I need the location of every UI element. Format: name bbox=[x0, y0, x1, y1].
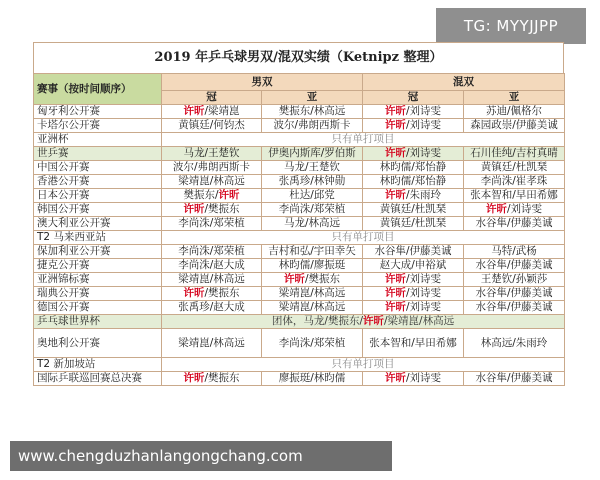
xd-champion bbox=[363, 189, 464, 203]
event-name: T2 新加坡站 bbox=[34, 358, 162, 372]
md-runner-up bbox=[262, 203, 363, 217]
xd-runner-up bbox=[464, 259, 565, 273]
md-runner-text: 樊振东/林高远 bbox=[278, 105, 346, 117]
md-champion bbox=[162, 119, 262, 133]
results-table bbox=[33, 73, 565, 386]
md-champ-part1: 许昕 bbox=[183, 203, 205, 215]
xd-runner-text: 黄镇廷/杜凯琹 bbox=[480, 161, 548, 173]
xd-runner-up bbox=[464, 287, 565, 301]
xd-champion bbox=[363, 147, 464, 161]
xd-runner-up bbox=[464, 119, 565, 133]
md-runner-text: 廖振珽/林昀儒 bbox=[278, 372, 346, 384]
md-champ-part1: 许昕 bbox=[183, 287, 205, 299]
md-champion bbox=[162, 245, 262, 259]
md-runner-text: 杜达/邱党 bbox=[289, 189, 335, 201]
xd-runner-text: 水谷隼/伊藤美诚 bbox=[475, 372, 553, 384]
md-champion bbox=[162, 217, 262, 231]
md-runner-up bbox=[262, 301, 363, 315]
md-runner-up bbox=[262, 245, 363, 259]
md-champion bbox=[162, 105, 262, 119]
xd-runner-text: 水谷隼/伊藤美诚 bbox=[475, 217, 553, 229]
event-name: 匈牙利公开赛 bbox=[34, 105, 162, 119]
table-row bbox=[34, 189, 565, 203]
xd-champ-part1: 许昕 bbox=[384, 105, 406, 117]
event-name: 世乒赛 bbox=[34, 147, 162, 161]
xd-champion bbox=[363, 372, 464, 386]
xd-champ-part2: /刘诗雯 bbox=[405, 119, 442, 131]
xd-runner-text: 马特/武杨 bbox=[491, 245, 537, 257]
xd-runner-text: 李尚洙/崔孝珠 bbox=[480, 175, 548, 187]
event-name: 国际乒联巡回赛总决赛 bbox=[34, 372, 162, 386]
xd-runner-text: 森园政崇/伊藤美诚 bbox=[470, 119, 558, 131]
md-champion bbox=[162, 273, 262, 287]
xd-champion bbox=[363, 175, 464, 189]
xd-champ-part2: 水谷隼/伊藤美诚 bbox=[374, 245, 452, 257]
xd-champ-part2: /刘诗雯 bbox=[405, 147, 442, 159]
xd-champ-part2: /刘诗雯 bbox=[405, 105, 442, 117]
md-runner-up bbox=[262, 119, 363, 133]
event-name: 香港公开赛 bbox=[34, 175, 162, 189]
table-row bbox=[34, 147, 565, 161]
md-runner-up bbox=[262, 287, 363, 301]
header-xd-champion: 冠 bbox=[363, 91, 464, 105]
xd-champion bbox=[363, 329, 464, 358]
md-runner-text: 伊奥内斯库/罗伯斯 bbox=[268, 147, 356, 159]
event-name: 亚洲杯 bbox=[34, 133, 162, 147]
table-row bbox=[34, 259, 565, 273]
xd-runner-text: 水谷隼/伊藤美诚 bbox=[475, 301, 553, 313]
xd-champ-part2: 赵大成/申裕斌 bbox=[379, 259, 447, 271]
xd-champion bbox=[363, 245, 464, 259]
md-runner-up bbox=[262, 161, 363, 175]
md-runner-text: 梁靖崑/林高远 bbox=[278, 301, 346, 313]
md-champion bbox=[162, 259, 262, 273]
xd-champ-part1: 许昕 bbox=[384, 273, 406, 285]
xd-champ-part2: /刘诗雯 bbox=[405, 273, 442, 285]
md-champ-part2: /梁靖崑 bbox=[204, 105, 240, 117]
note-highlight: 许昕 bbox=[363, 315, 384, 327]
header-row-1 bbox=[34, 74, 565, 91]
md-champion bbox=[162, 203, 262, 217]
table-row bbox=[34, 231, 565, 245]
md-champ-part2: 梁靖崑/林高远 bbox=[178, 336, 245, 349]
event-name: 中国公开赛 bbox=[34, 161, 162, 175]
xd-champion bbox=[363, 287, 464, 301]
md-champ-part2: 梁靖崑/林高远 bbox=[178, 273, 245, 285]
md-champion bbox=[162, 372, 262, 386]
md-champ-part1: 许昕 bbox=[183, 105, 205, 117]
md-champ-part2: 李尚洙/郑荣植 bbox=[178, 245, 245, 257]
xd-champion bbox=[363, 105, 464, 119]
md-runner-up bbox=[262, 273, 363, 287]
md-champion bbox=[162, 287, 262, 301]
md-champ-part2: 张禹珍/赵大成 bbox=[178, 301, 245, 313]
md-runner-up bbox=[262, 217, 363, 231]
md-runner-text: 马龙/王楚钦 bbox=[283, 161, 341, 173]
xd-champ-part1: 许昕 bbox=[384, 372, 406, 384]
header-xd-runner-up: 亚 bbox=[464, 91, 565, 105]
md-champion bbox=[162, 189, 262, 203]
xd-runner-up bbox=[464, 189, 565, 203]
md-champ-part1: 许昕 bbox=[183, 372, 205, 384]
xd-runner-text: 张本智和/早田希娜 bbox=[470, 189, 558, 201]
event-name: 乒乓球世界杯 bbox=[34, 315, 162, 329]
xd-champ-part1: 许昕 bbox=[384, 147, 406, 159]
table-row bbox=[34, 105, 565, 119]
table-row bbox=[34, 175, 565, 189]
event-name: 卡塔尔公开赛 bbox=[34, 119, 162, 133]
table-row bbox=[34, 301, 565, 315]
md-runner-text: 李尚洙/郑荣植 bbox=[278, 203, 346, 215]
event-name: 瑞典公开赛 bbox=[34, 287, 162, 301]
md-champ-part2: 黄镇廷/何钧杰 bbox=[178, 119, 245, 131]
xd-champ-part1: 许昕 bbox=[384, 119, 406, 131]
md-runner-text: 马龙/林高远 bbox=[283, 217, 341, 229]
md-champ-part2: 李尚洙/郑荣植 bbox=[178, 217, 245, 229]
xd-runner-up bbox=[464, 329, 565, 358]
table-row bbox=[34, 161, 565, 175]
watermark-website: www.chengduzhanlangongchang.com bbox=[10, 441, 392, 471]
xd-runner-up bbox=[464, 161, 565, 175]
event-name: 德国公开赛 bbox=[34, 301, 162, 315]
xd-runner-up bbox=[464, 301, 565, 315]
md-runner-up bbox=[262, 147, 363, 161]
md-champion bbox=[162, 161, 262, 175]
md-champ-part2: 许昕 bbox=[218, 189, 240, 201]
event-name: 保加利亚公开赛 bbox=[34, 245, 162, 259]
note-suffix: /梁靖崑/林高远 bbox=[384, 315, 455, 327]
md-runner-up bbox=[262, 259, 363, 273]
xd-runner-rest: /刘诗雯 bbox=[506, 203, 543, 215]
md-champ-part1: 樊振东/ bbox=[183, 189, 219, 201]
header-mens-doubles: 男双 bbox=[162, 74, 363, 91]
xd-runner-text: 水谷隼/伊藤美诚 bbox=[475, 259, 553, 271]
event-name: T2 马来西亚站 bbox=[34, 231, 162, 245]
xd-champion bbox=[363, 217, 464, 231]
table-row bbox=[34, 273, 565, 287]
xd-champ-part1: 许昕 bbox=[384, 301, 406, 313]
md-runner-hl: 许昕 bbox=[283, 273, 305, 285]
xd-champion bbox=[363, 203, 464, 217]
xd-champion bbox=[363, 161, 464, 175]
table-row bbox=[34, 287, 565, 301]
md-runner-up bbox=[262, 372, 363, 386]
table-row bbox=[34, 315, 565, 329]
xd-runner-up bbox=[464, 372, 565, 386]
singles-only-note: 只有单打项目 bbox=[162, 358, 565, 372]
xd-runner-text: 王楚钦/孙颖莎 bbox=[480, 273, 548, 285]
header-event: 赛事（按时间顺序） bbox=[34, 74, 162, 105]
table-row bbox=[34, 119, 565, 133]
event-name: 亚洲锦标赛 bbox=[34, 273, 162, 287]
md-champion bbox=[162, 301, 262, 315]
event-name: 韩国公开赛 bbox=[34, 203, 162, 217]
md-champ-part2: 波尔/弗朗西斯卡 bbox=[172, 161, 251, 173]
md-runner-text: 波尔/弗朗西斯卡 bbox=[273, 119, 351, 131]
xd-runner-text: 水谷隼/伊藤美诚 bbox=[475, 287, 553, 299]
sheet-title: 2019 年乒乓球男双/混双实绩（Ketnipz 整理） bbox=[33, 42, 564, 73]
xd-champ-part2: /刘诗雯 bbox=[405, 301, 442, 313]
xd-runner-text: 石川佳纯/吉村真晴 bbox=[470, 147, 558, 159]
md-runner-rest: /樊振东 bbox=[304, 273, 341, 285]
md-runner-text: 梁靖崑/林高远 bbox=[278, 287, 346, 299]
xd-runner-up bbox=[464, 203, 565, 217]
xd-champion bbox=[363, 119, 464, 133]
md-runner-text: 张禹珍/林钟勋 bbox=[278, 175, 346, 187]
md-champion bbox=[162, 329, 262, 358]
md-champ-part2: /樊振东 bbox=[204, 203, 240, 215]
header-md-champion: 冠 bbox=[162, 91, 262, 105]
xd-champ-part2: 林昀儒/郑怡静 bbox=[379, 175, 447, 187]
singles-only-note: 只有单打项目 bbox=[162, 231, 565, 245]
event-name: 澳大利亚公开赛 bbox=[34, 217, 162, 231]
xd-champ-part1: 许昕 bbox=[384, 189, 406, 201]
xd-champion bbox=[363, 301, 464, 315]
event-name: 日本公开赛 bbox=[34, 189, 162, 203]
xd-champ-part2: 林昀儒/郑怡静 bbox=[379, 161, 447, 173]
header-mixed-doubles: 混双 bbox=[363, 74, 565, 91]
xd-runner-up bbox=[464, 147, 565, 161]
md-champ-part2: /樊振东 bbox=[204, 287, 240, 299]
xd-champ-part1: 许昕 bbox=[384, 287, 406, 299]
event-name: 捷克公开赛 bbox=[34, 259, 162, 273]
xd-champ-part2: 黄镇廷/杜凯琹 bbox=[379, 217, 447, 229]
md-champ-part2: 马龙/王楚钦 bbox=[183, 147, 240, 159]
xd-runner-up bbox=[464, 273, 565, 287]
md-champ-part2: 梁靖崑/林高远 bbox=[178, 175, 245, 187]
md-runner-up bbox=[262, 189, 363, 203]
xd-champ-part2: 张本智和/早田希娜 bbox=[369, 336, 457, 349]
xd-champ-part2: /刘诗雯 bbox=[405, 372, 442, 384]
results-sheet bbox=[33, 42, 564, 386]
md-champ-part2: 李尚洙/赵大成 bbox=[178, 259, 245, 271]
table-row bbox=[34, 245, 565, 259]
md-runner-text: 吉村和弘/宇田幸矢 bbox=[268, 245, 356, 257]
md-champ-part2: /樊振东 bbox=[204, 372, 240, 384]
xd-runner-up bbox=[464, 245, 565, 259]
xd-runner-text: 林高远/朱雨玲 bbox=[480, 336, 548, 349]
singles-only-note: 只有单打项目 bbox=[162, 133, 565, 147]
xd-champion bbox=[363, 259, 464, 273]
watermark-telegram: TG: MYYJJPP bbox=[436, 8, 586, 44]
table-row bbox=[34, 203, 565, 217]
xd-runner-up bbox=[464, 175, 565, 189]
md-runner-up bbox=[262, 105, 363, 119]
xd-champ-part2: /刘诗雯 bbox=[405, 287, 442, 299]
xd-champ-part2: 黄镇廷/杜凯琹 bbox=[379, 203, 447, 215]
table-row bbox=[34, 133, 565, 147]
team-result-note bbox=[162, 315, 565, 329]
table-row bbox=[34, 217, 565, 231]
table-row bbox=[34, 358, 565, 372]
xd-runner-text: 苏迪/佩格尔 bbox=[485, 105, 543, 117]
md-runner-text: 林昀儒/廖振珽 bbox=[278, 259, 346, 271]
md-runner-up bbox=[262, 175, 363, 189]
xd-runner-hl: 许昕 bbox=[485, 203, 507, 215]
md-champion bbox=[162, 175, 262, 189]
md-champion bbox=[162, 147, 262, 161]
event-name: 奥地利公开赛 bbox=[34, 329, 162, 358]
md-runner-text: 李尚洙/郑荣植 bbox=[278, 336, 346, 349]
table-row bbox=[34, 372, 565, 386]
xd-champ-part2: /朱雨玲 bbox=[405, 189, 442, 201]
header-md-runner-up: 亚 bbox=[262, 91, 363, 105]
md-runner-up bbox=[262, 329, 363, 358]
xd-runner-up bbox=[464, 105, 565, 119]
note-prefix: 团体，马龙/樊振东/ bbox=[271, 315, 363, 327]
table-row bbox=[34, 329, 565, 358]
xd-champion bbox=[363, 273, 464, 287]
xd-runner-up bbox=[464, 217, 565, 231]
